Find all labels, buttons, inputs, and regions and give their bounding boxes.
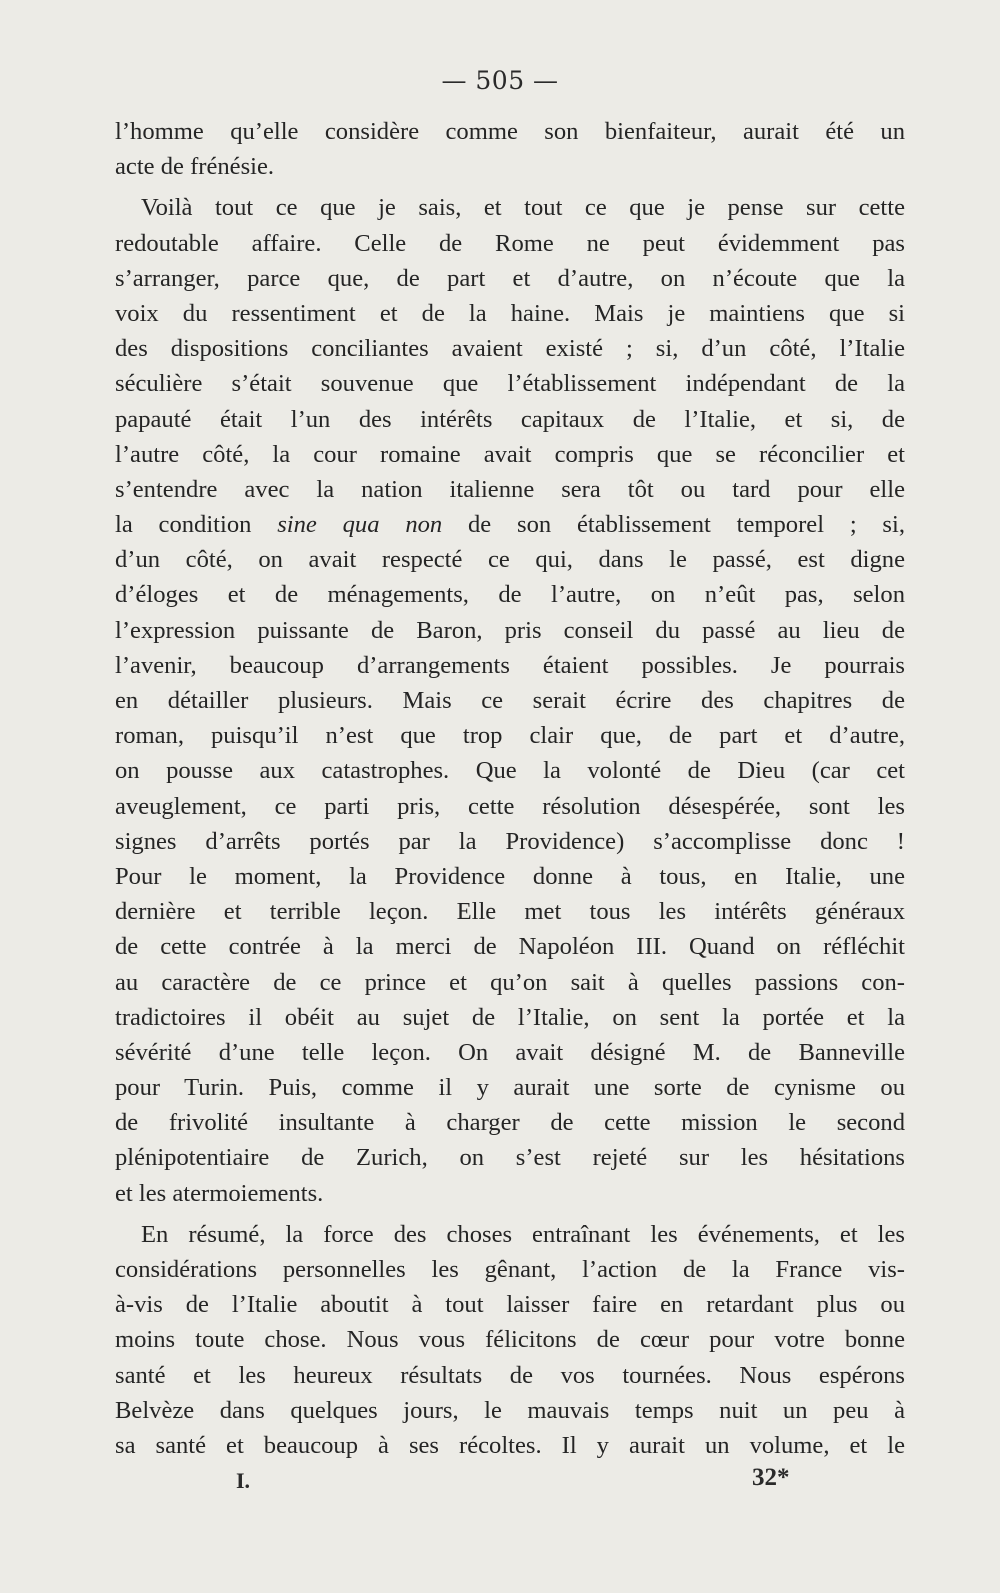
text-line: Voilà tout ce que je sais, et tout ce que je pense sur cette (141, 194, 905, 222)
text-line: Pour le moment, la Providence donne à tous, en Italie, une (115, 862, 905, 890)
text-line: des dispositions conciliantes avaient existé ; si, d’un côté, l’Italie (115, 335, 905, 363)
text-line: pour Turin. Puis, comme il y aurait une sorte de cynisme ou (115, 1074, 905, 1102)
text-line: santé et les heureux résultats de vos tournées. Nous espérons (115, 1361, 905, 1389)
text-line: moins toute chose. Nous vous félicitons de cœur pour votre bonne (115, 1326, 905, 1354)
body-text (115, 114, 905, 1463)
text-line (115, 507, 905, 542)
text-line: de frivolité insultante à charger de cette mission le second (115, 1109, 905, 1137)
text-line: de cette contrée à la merci de Napoléon III. Quand on réfléchit (115, 933, 905, 961)
sheet-mark: 32* (752, 1464, 790, 1491)
text-line: s’entendre avec la nation italienne sera tôt ou tard pour elle (115, 475, 905, 503)
text-line: signes d’arrêts portés par la Providence) s’accomplisse donc ! (115, 827, 905, 855)
text-line: l’avenir, beaucoup d’arrangements étaient possibles. Je pourrais (115, 651, 905, 679)
text-segment: la condition (115, 511, 278, 539)
text-line: tradictoires il obéit au sujet de l’Italie, on sent la portée et la (115, 1003, 905, 1031)
text-line: sa santé et beaucoup à ses récoltes. Il y aurait un volume, et le (115, 1431, 905, 1459)
text-line: dernière et terrible leçon. Elle met tous les intérêts généraux (115, 898, 905, 926)
text-line: en détailler plusieurs. Mais ce serait écrire des chapitres de (115, 687, 905, 714)
text-segment: de son établissement temporel ; si, (442, 511, 905, 539)
text-line: papauté était l’un des intérêts capitaux de l’Italie, et si, de (115, 405, 905, 433)
text-line: l’autre côté, la cour romaine avait compris que se réconcilier et (115, 440, 905, 468)
text-line: à-vis de l’Italie aboutit à tout laisser faire en retardant plus ou (115, 1291, 905, 1319)
text-line: plénipotentiaire de Zurich, on s’est rejeté sur les hésitations (115, 1144, 905, 1172)
text-line: acte de frénésie. (115, 153, 275, 181)
text-line: roman, puisqu’il n’est que trop clair que, de part et d’autre, (115, 722, 905, 750)
text-line: considérations personnelles les gênant, l’action de la France vis- (115, 1256, 905, 1283)
text-line: l’homme qu’elle considère comme son bienfaiteur, aurait été un (115, 118, 905, 145)
text-line: En résumé, la force des choses entraînant les événements, et les (141, 1220, 905, 1248)
text-line: s’arranger, parce que, de part et d’autre, on n’écoute que la (115, 264, 905, 292)
text-line: au caractère de ce prince et qu’on sait à quelles passions con- (115, 968, 905, 996)
text-line: Belvèze dans quelques jours, le mauvais temps nuit un peu à (115, 1396, 905, 1424)
text-line: séculière s’était souvenue que l’établissement indépendant de la (115, 370, 905, 398)
text-line: d’un côté, on avait respecté ce qui, dans le passé, est digne (115, 546, 905, 574)
page-number: — 505 — (441, 66, 559, 95)
printer-signature: I. (236, 1468, 251, 1493)
text-line: redoutable affaire. Celle de Rome ne peut évidemment pas (115, 229, 905, 257)
text-line: sévérité d’une telle leçon. On avait désigné M. de Banneville (115, 1038, 905, 1066)
italic-phrase: sine qua non (277, 511, 443, 539)
text-line: l’expression puissante de Baron, pris conseil du passé au lieu de (115, 616, 905, 644)
text-line: aveuglement, ce parti pris, cette résolution désespérée, sont les (115, 792, 905, 820)
text-line: d’éloges et de ménagements, de l’autre, on n’eût pas, selon (115, 581, 905, 609)
text-line: et les atermoiements. (115, 1179, 324, 1207)
text-line: on pousse aux catastrophes. Que la volonté de Dieu (car cet (115, 757, 905, 785)
text-line: voix du ressentiment et de la haine. Mais je maintiens que si (115, 299, 905, 327)
